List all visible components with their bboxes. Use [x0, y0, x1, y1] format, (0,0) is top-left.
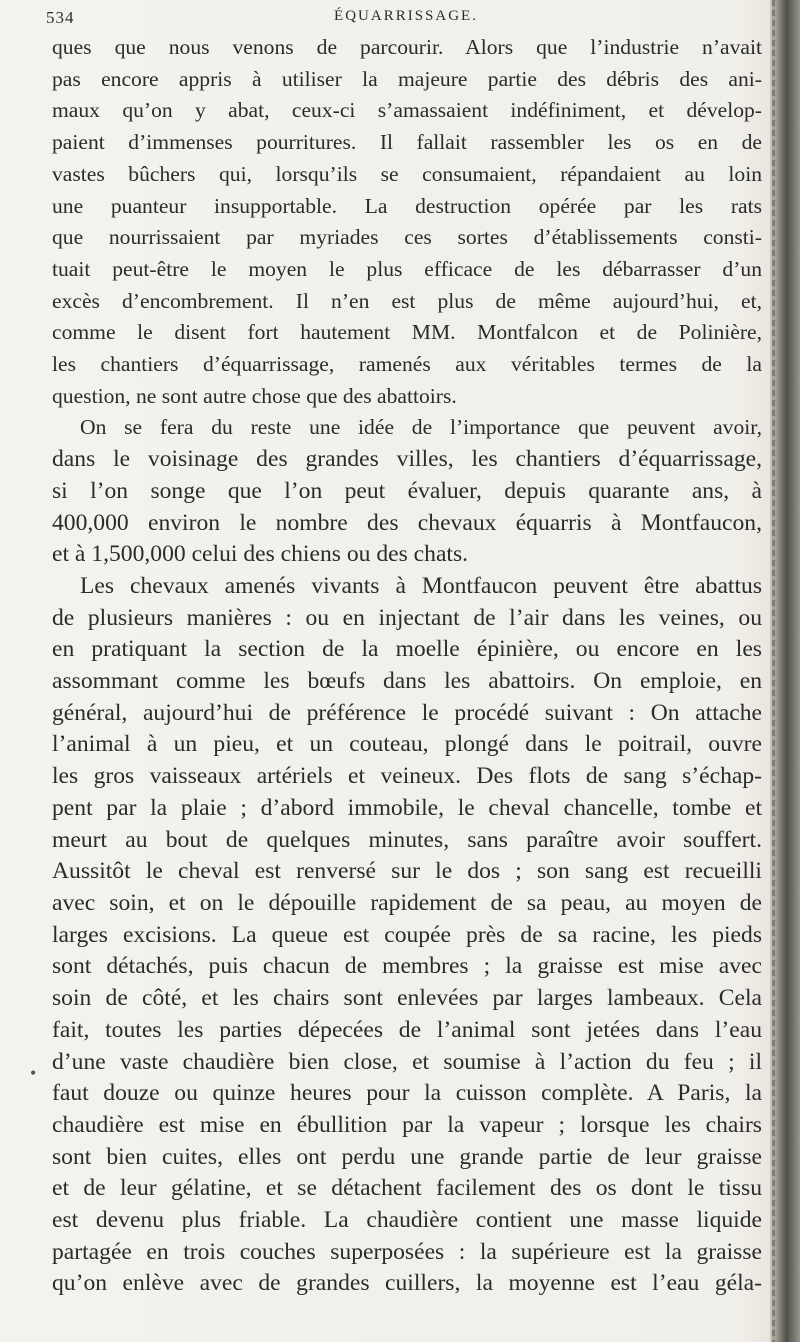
text-line: chaudière est mise en ébullition par la vapeur ; lorsque les chairs	[52, 1111, 762, 1138]
text-line: d’une vaste chaudière bien close, et soumise à l’action du feu ; il	[52, 1048, 762, 1075]
page-number: 534	[46, 8, 75, 27]
text-line: sont bien cuites, elles ont perdu une grande partie de leur graisse	[52, 1143, 762, 1170]
text-line: est devenu plus friable. La chaudière contient une masse liquide	[52, 1207, 762, 1234]
text-line: qu’on enlève avec de grandes cuillers, la moyenne est l’eau géla-	[52, 1270, 762, 1297]
text-line: Aussitôt le cheval est renversé sur le dos ; son sang est recueilli	[52, 858, 762, 885]
text-line: excès d’encombrement. Il n’en est plus de même aujourd’hui, et,	[52, 288, 762, 313]
text-line: tuait peut-être le moyen le plus efficace de les débarrasser d’un	[52, 256, 762, 281]
text-line: en pratiquant la section de la moelle épinière, ou encore en les	[52, 636, 762, 663]
page-edge-shadow	[770, 0, 800, 1342]
text-line: une puanteur insupportable. La destruction opérée par les rats	[52, 193, 762, 218]
text-line: larges excisions. La queue est coupée près de sa racine, les pieds	[52, 921, 762, 948]
text-line: et à 1,500,000 celui des chiens ou des chats.	[52, 541, 469, 568]
text-line: faut douze ou quinze heures pour la cuisson complète. A Paris, la	[52, 1080, 762, 1107]
text-line: et de leur gélatine, et se détachent facilement des os dont le tissu	[52, 1175, 762, 1202]
page-header	[46, 6, 766, 34]
text-line: meurt au bout de quelques minutes, sans paraître avoir souffert.	[52, 826, 762, 853]
margin-mark: •	[30, 1063, 37, 1083]
text-line: soin de côté, et les chairs sont enlevées par larges lambeaux. Cela	[52, 985, 762, 1012]
text-line: fait, toutes les parties dépecées de l’animal sont jetées dans l’eau	[52, 1016, 762, 1043]
text-line: si l’on songe que l’on peut évaluer, depuis quarante ans, à	[52, 477, 762, 504]
text-line: l’animal à un pieu, et un couteau, plongé dans le poitrail, ouvre	[52, 731, 762, 758]
text-line: On se fera du reste une idée de l’importance que peuvent avoir,	[80, 415, 762, 440]
text-line: pent par la plaie ; d’abord immobile, le cheval chancelle, tombe et	[52, 794, 762, 821]
text-line: les gros vaisseaux artériels et veineux. Des flots de sang s’échap-	[52, 763, 762, 790]
text-line: que nourrissaient par myriades ces sortes d’établissements consti-	[52, 225, 762, 250]
text-line: ques que nous venons de parcourir. Alors que l’industrie n’avait	[52, 35, 762, 59]
text-line: de plusieurs manières : ou en injectant de l’air dans les veines, ou	[52, 604, 762, 631]
text-line: les chantiers d’équarrissage, ramenés aux véritables termes de la	[52, 352, 762, 377]
body-text	[52, 32, 762, 1300]
text-line: général, aujourd’hui de préférence le procédé suivant : On attache	[52, 699, 762, 726]
text-line: Les chevaux amenés vivants à Montfaucon peuvent être abattus	[80, 572, 762, 599]
text-line: maux qu’on y abat, ceux-ci s’amassaient indéfiniment, et dévelop-	[52, 98, 762, 123]
text-line: paient d’immenses pourritures. Il fallait rassembler les os en de	[52, 130, 762, 155]
text-line: avec soin, et on le dépouille rapidement de sa peau, au moyen de	[52, 889, 762, 916]
text-line: vastes bûchers qui, lorsqu’ils se consumaient, répandaient au loin	[52, 161, 762, 186]
running-title: ÉQUARRISSAGE.	[334, 8, 478, 24]
text-line: 400,000 environ le nombre des chevaux équarris à Montfaucon,	[52, 509, 762, 536]
text-line: comme le disent fort hautement MM. Montfalcon et de Polinière,	[52, 320, 762, 345]
text-line: assommant comme les bœufs dans les abattoirs. On emploie, en	[52, 668, 762, 695]
text-line: dans le voisinage des grandes villes, les chantiers d’équarrissage,	[52, 446, 762, 473]
text-line: partagée en trois couches superposées : la supérieure est la graisse	[52, 1238, 762, 1265]
text-line: pas encore appris à utiliser la majeure partie des débris des ani-	[52, 66, 762, 91]
text-line: sont détachés, puis chacun de membres ; la graisse est mise avec	[52, 953, 762, 980]
text-line: question, ne sont autre chose que des abattoirs.	[52, 383, 457, 408]
